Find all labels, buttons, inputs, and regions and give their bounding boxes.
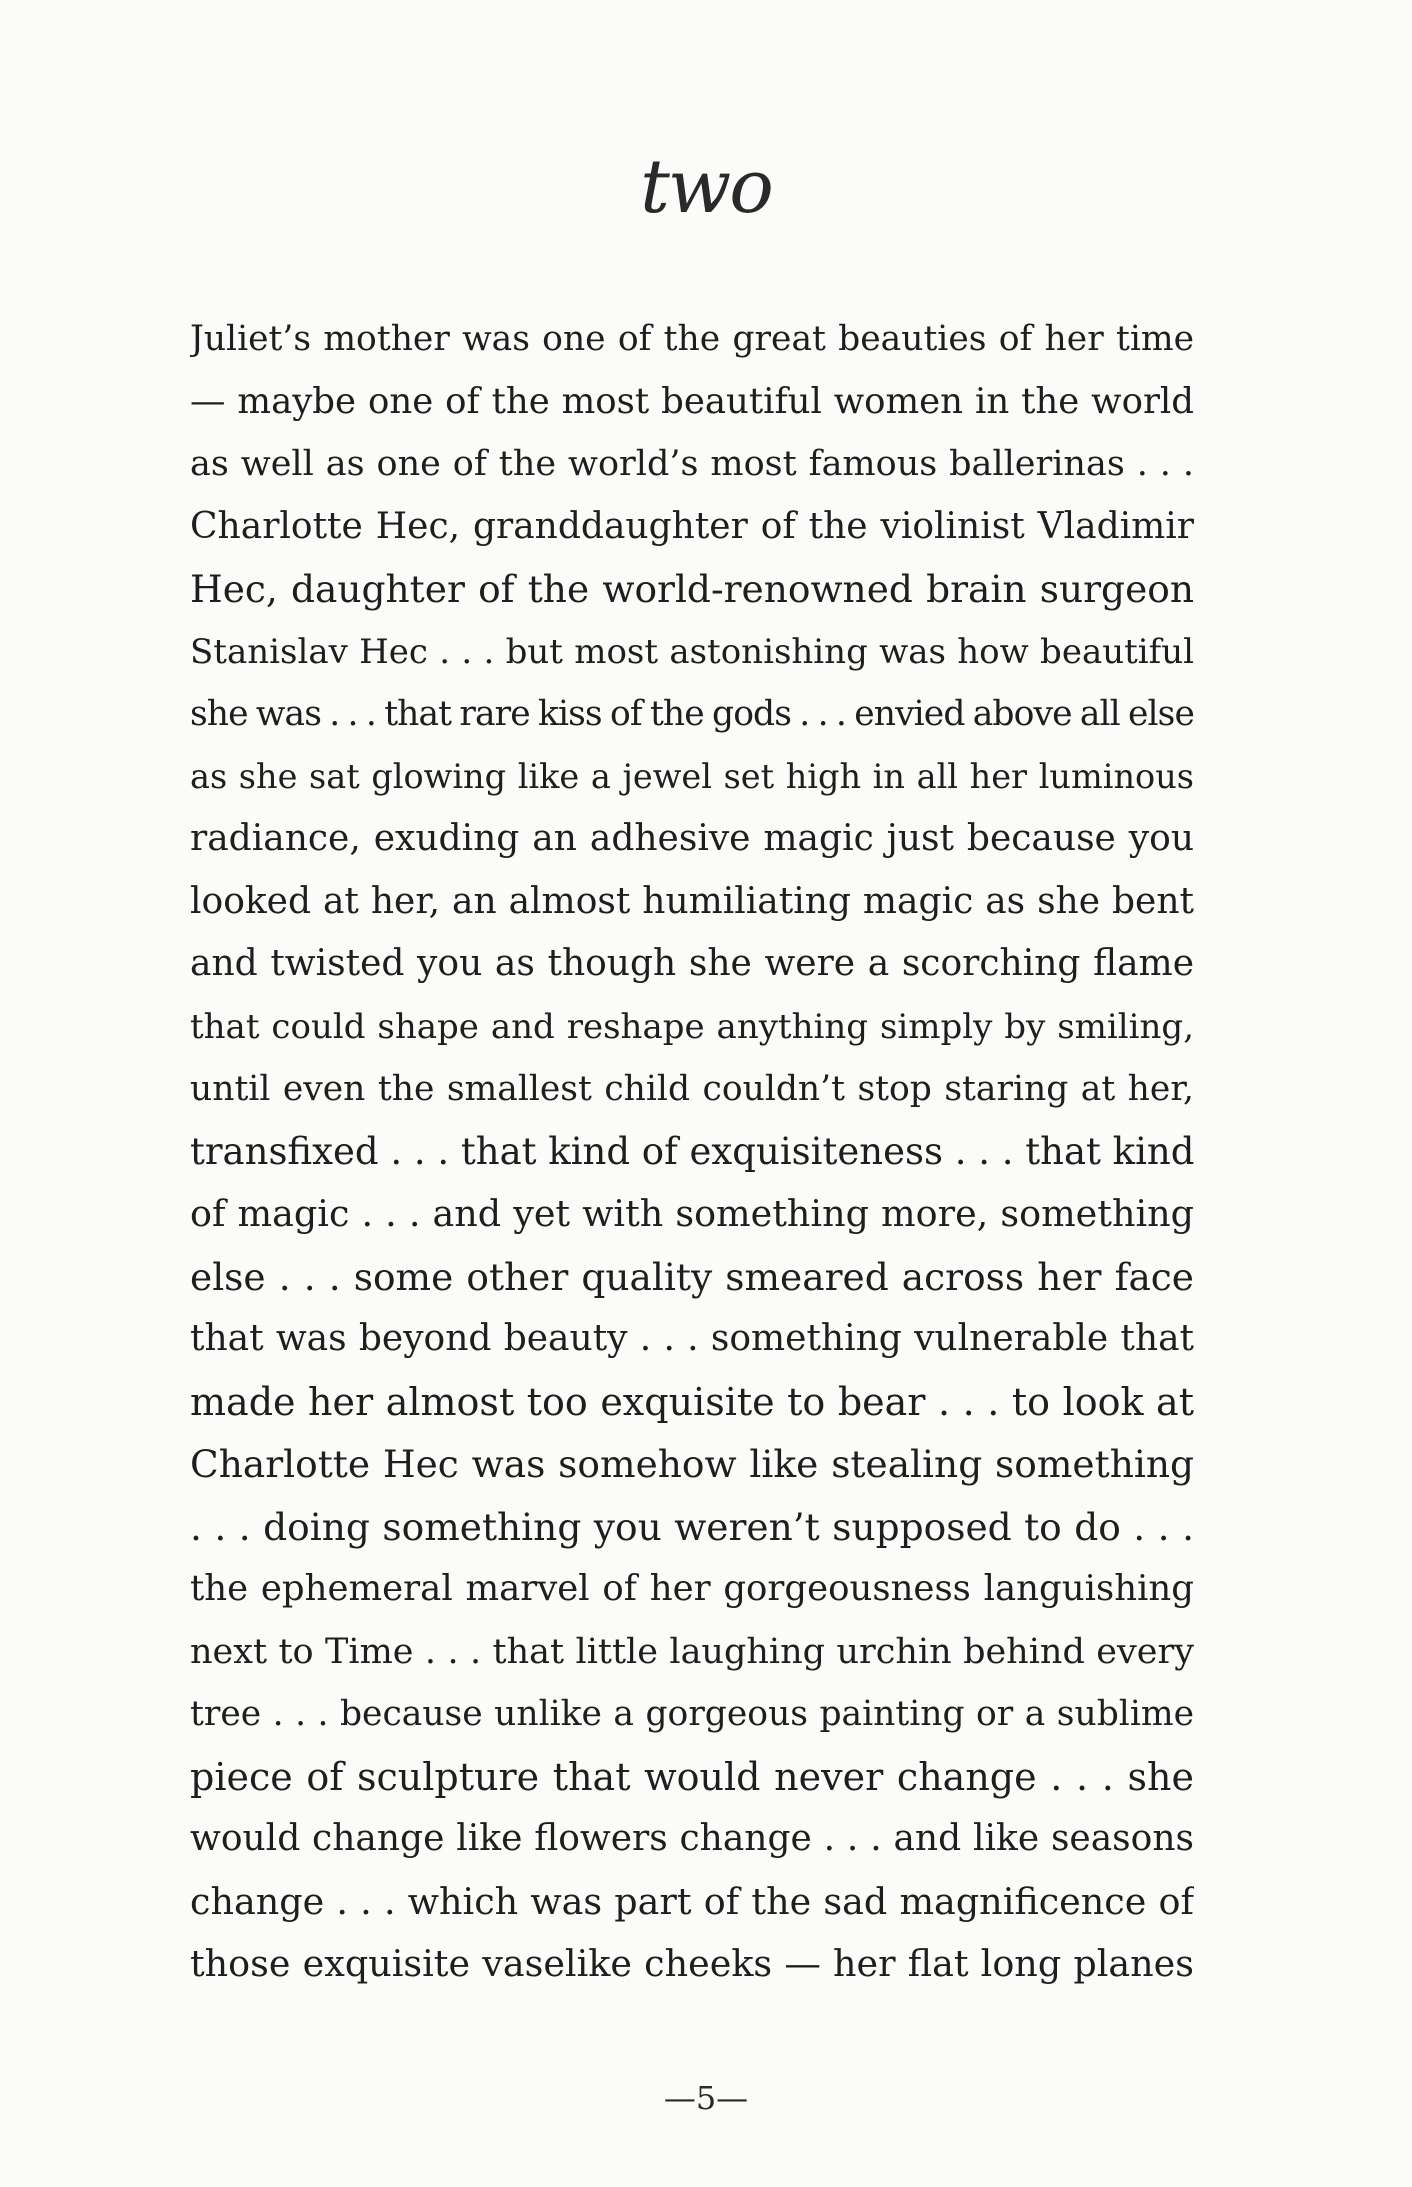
text-line: radiance, exuding an adhesive magic just because you [190,818,1194,859]
text-line: of magic . . . and yet with something more, something [190,1192,1194,1235]
text-line: Hec, daughter of the world-renowned brain surgeon [190,567,1194,611]
text-line: that could shape and reshape anything simply by smiling, [190,1006,1194,1047]
text-line: she was . . . that rare kiss of the gods . . . envied above all else [190,694,1194,734]
text-line: piece of sculpture that would never change . . . she [190,1754,1194,1799]
body-text [190,308,1194,1996]
text-line: would change like flowers change . . . and like seasons [190,1818,1194,1859]
text-line: and twisted you as though she were a scorching flame [190,943,1194,984]
text-line: next to Time . . . that little laughing urchin behind every [190,1631,1194,1672]
text-line: those exquisite vaselike cheeks — her flat long planes [190,1942,1194,1985]
text-line: — maybe one of the most beautiful women in the world [190,380,1194,422]
text-line: Juliet’s mother was one of the great beauties of her time [190,319,1194,359]
text-line: transfixed . . . that kind of exquisiteness . . . that kind [190,1129,1194,1173]
text-line: Charlotte Hec was somehow like stealing something [190,1442,1194,1486]
text-line: looked at her, an almost humiliating magic as she bent [190,880,1194,922]
text-line: Charlotte Hec, granddaughter of the violinist Vladimir [190,505,1194,547]
page-number: —5— [663,2079,749,2117]
text-line: as she sat glowing like a jewel set high in all her luminous [190,756,1194,796]
text-line: tree . . . because unlike a gorgeous painting or a sublime [190,1694,1194,1734]
text-line: else . . . some other quality smeared across her face [190,1254,1194,1299]
text-line: . . . doing something you weren’t supposed to do . . . [190,1504,1194,1549]
text-line: change . . . which was part of the sad magnificence of [190,1879,1194,1923]
chapter-heading: two [640,144,772,230]
text-line: Stanislav Hec . . . but most astonishing was how beautiful [190,631,1194,672]
text-line: the ephemeral marvel of her gorgeousness languishing [190,1568,1194,1609]
text-line: until even the smallest child couldn’t stop staring at her, [190,1069,1194,1109]
text-line: as well as one of the world’s most famous ballerinas . . . [190,444,1194,484]
text-line: that was beyond beauty . . . something vulnerable that [190,1318,1194,1359]
text-line: made her almost too exquisite to bear . . . to look at [190,1379,1194,1424]
